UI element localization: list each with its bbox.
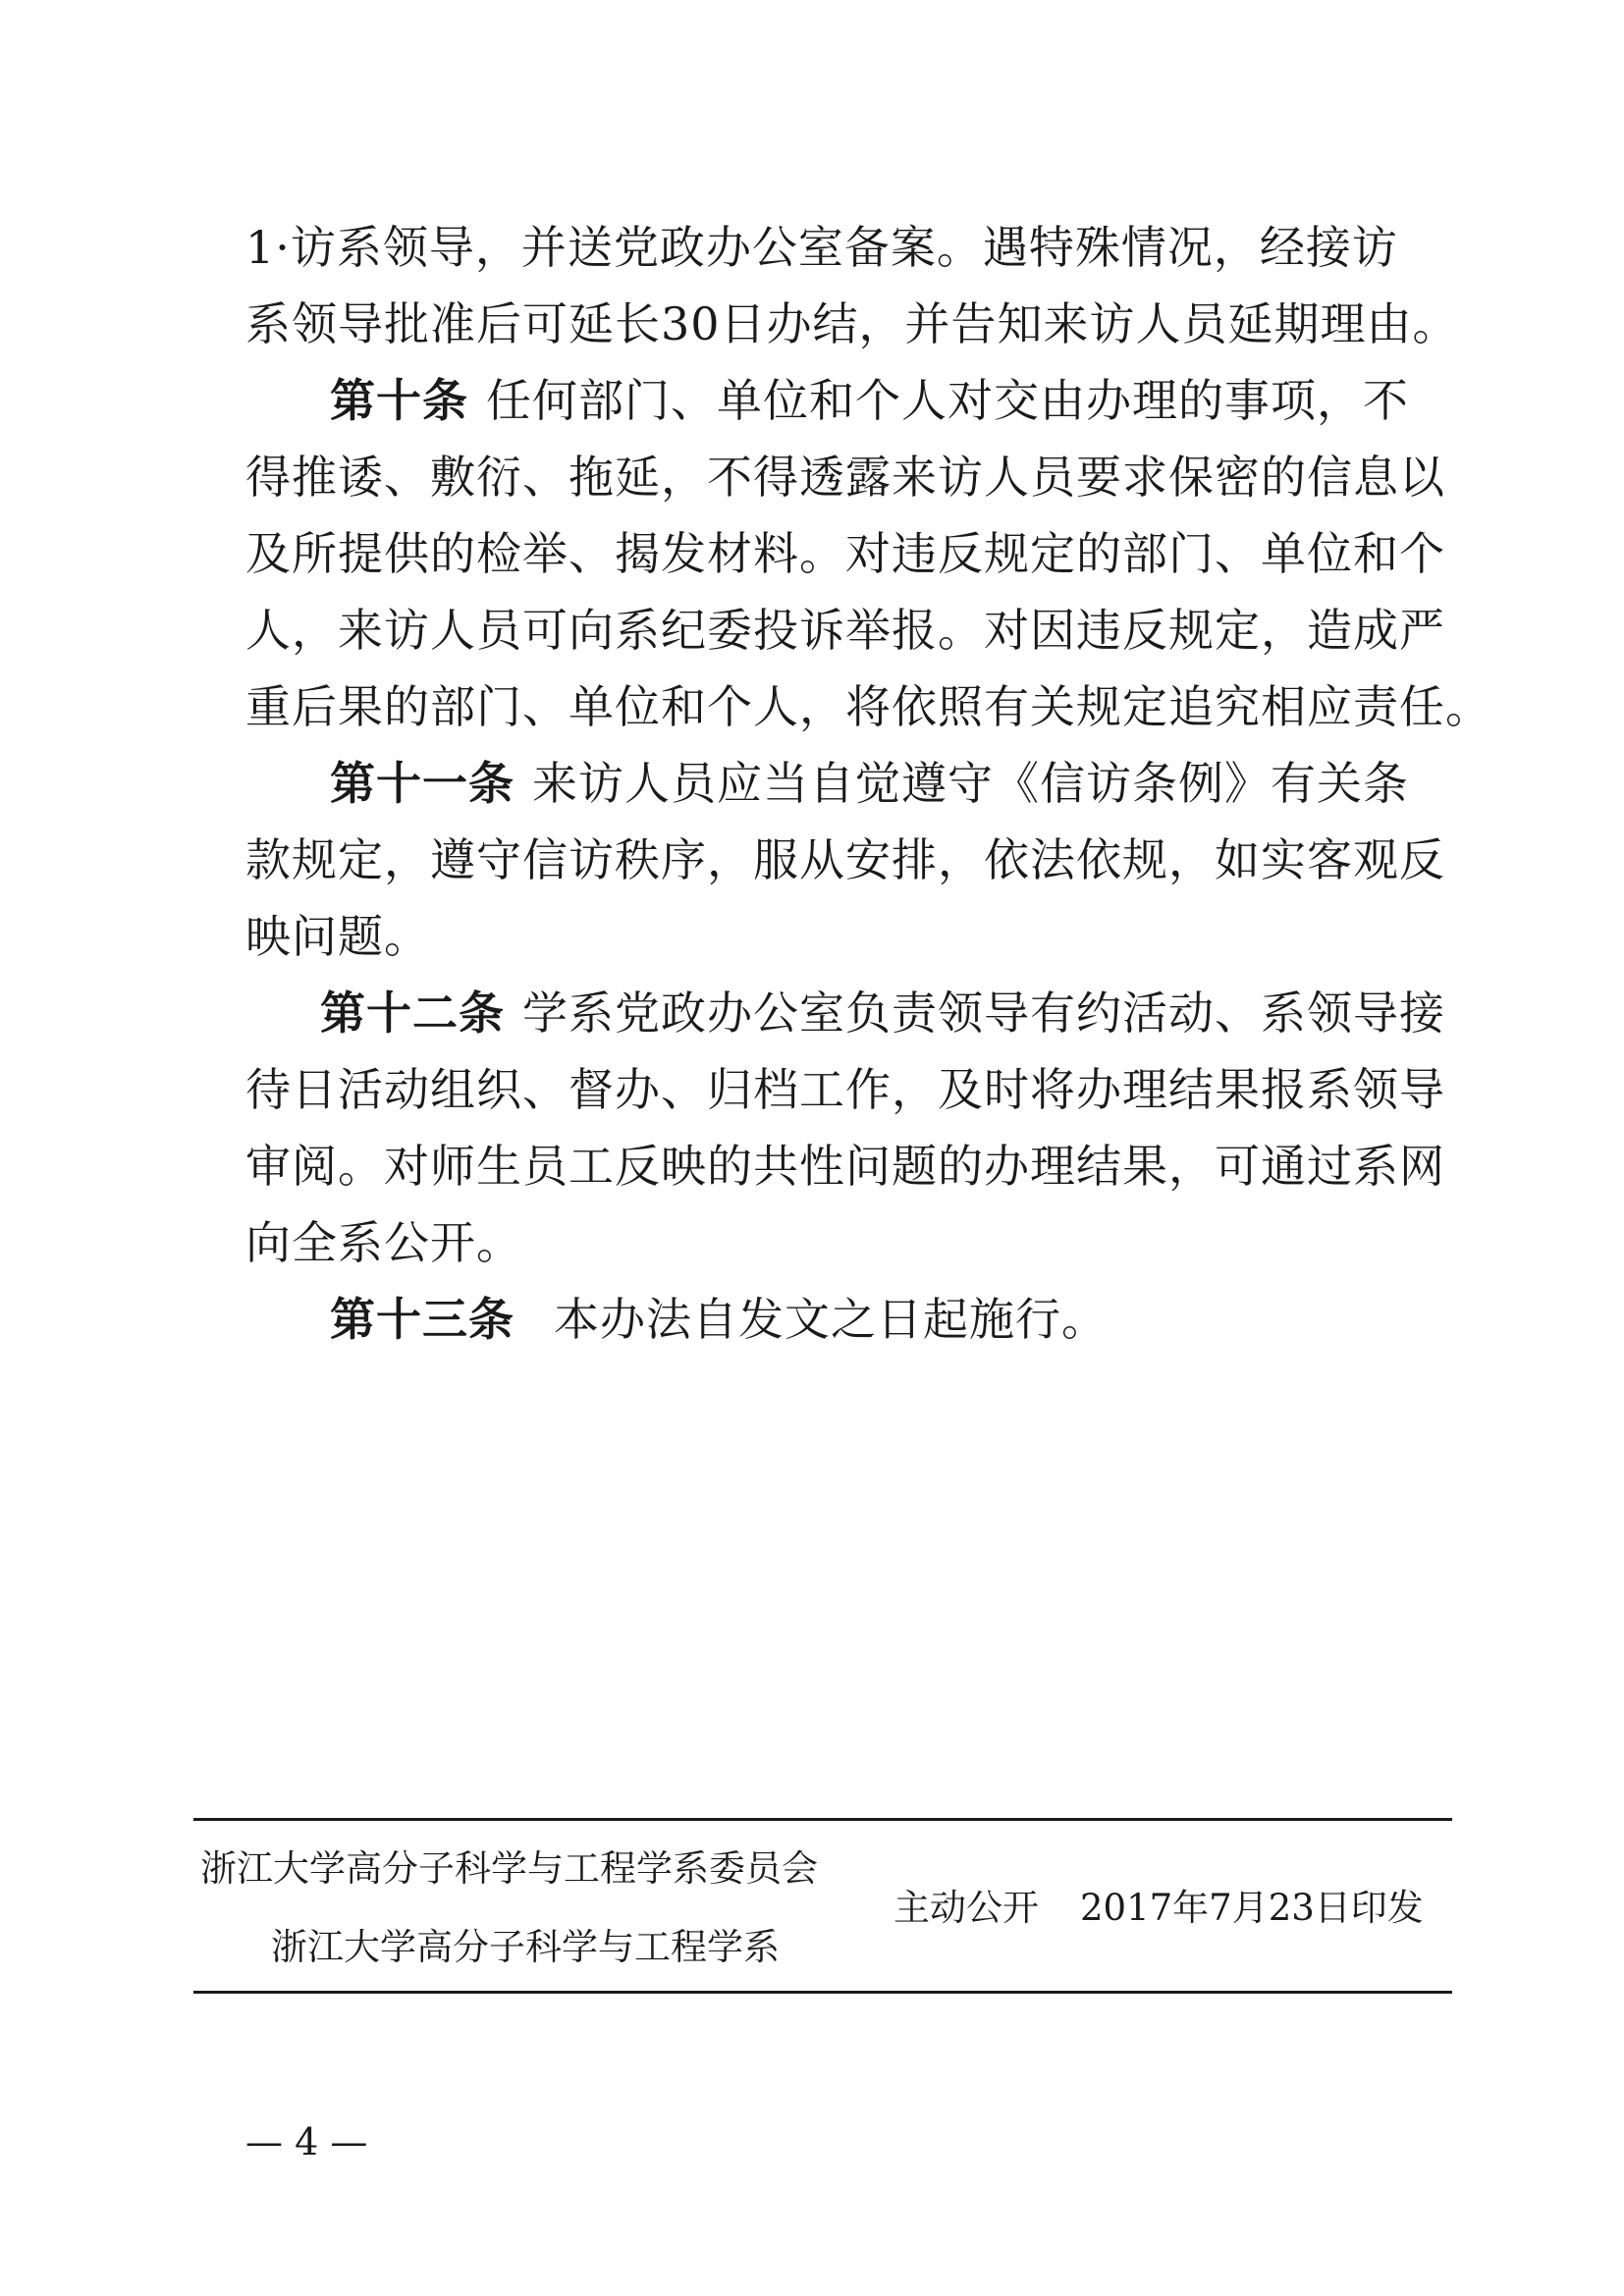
body-line-text: 学系党政办公室负责领导有约活动、系领导接 xyxy=(522,987,1445,1040)
article-12-paragraph xyxy=(320,984,1445,1042)
footer-disclosure: 主动公开 xyxy=(893,1887,1039,1929)
page-number: — 4 — xyxy=(245,2120,368,2163)
article-11-heading: 第十一条 xyxy=(330,757,514,810)
body-line-text: 本办法自发文之日起施行。 xyxy=(554,1293,1108,1346)
body-line: 得推诿、敷衍、拖延，不得透露来访人员要求保密的信息以 xyxy=(245,451,1445,504)
article-11-paragraph xyxy=(330,754,1409,813)
body-line: 人，来访人员可向系纪委投诉举报。对因违反规定，造成严 xyxy=(245,604,1445,657)
body-line: 映问题。 xyxy=(245,910,430,963)
footer-issuer-committee: 浙江大学高分子科学与工程学系委员会 xyxy=(200,1847,818,1890)
footer-issuer-department: 浙江大学高分子科学与工程学系 xyxy=(271,1926,780,1968)
body-line: 1·访系领导，并送党政办公室备案。遇特殊情况，经接访 xyxy=(245,221,1398,274)
footer-issue-date: 2017年7月23日印发 xyxy=(1080,1887,1424,1929)
body-line: 系领导批准后可延长30日办结，并告知来访人员延期理由。 xyxy=(245,297,1459,350)
article-12-heading: 第十二条 xyxy=(320,987,505,1040)
body-line: 待日活动组织、督办、归档工作，及时将办理结果报系领导 xyxy=(245,1063,1445,1116)
footer-bottom-rule xyxy=(193,1991,1452,1994)
footer-top-rule xyxy=(193,1818,1452,1821)
body-line: 审阅。对师生员工反映的共性问题的办理结果，可通过系网 xyxy=(245,1140,1445,1193)
body-line-text: 任何部门、单位和个人对交由办理的事项，不 xyxy=(486,374,1409,427)
body-line: 及所提供的检举、揭发材料。对违反规定的部门、单位和个 xyxy=(245,527,1445,580)
body-line: 向全系公开。 xyxy=(245,1216,522,1269)
body-line-text: 来访人员应当自觉遵守《信访条例》有关条 xyxy=(532,757,1409,810)
article-13-paragraph xyxy=(330,1290,1384,1349)
article-13-heading: 第十三条 xyxy=(330,1293,514,1346)
article-10-heading: 第十条 xyxy=(330,374,468,427)
body-line: 款规定，遵守信访秩序，服从安排，依法依规，如实客观反 xyxy=(245,833,1445,886)
body-line: 重后果的部门、单位和个人，将依照有关规定追究相应责任。 xyxy=(245,680,1491,733)
article-10-paragraph xyxy=(330,371,1409,430)
